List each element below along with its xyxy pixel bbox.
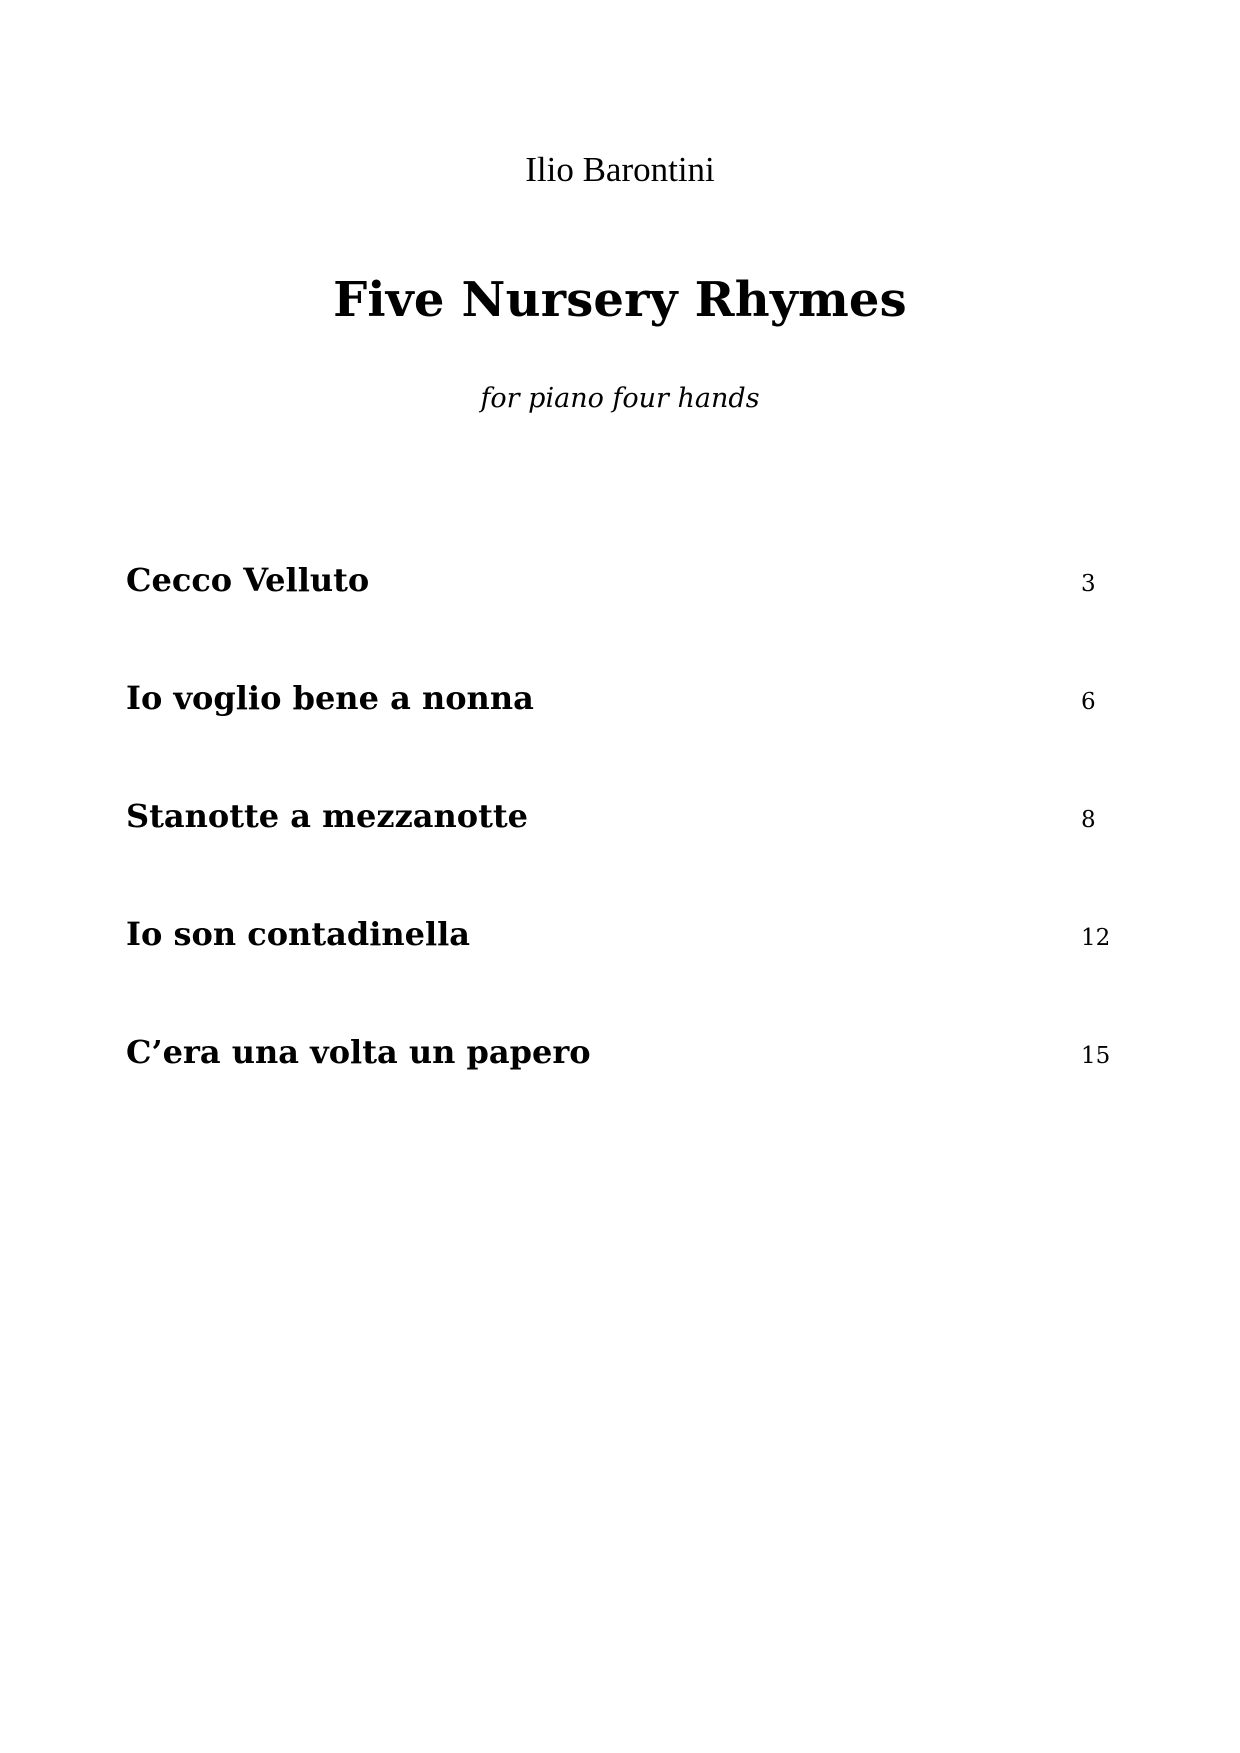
- toc-entry: [126, 560, 1116, 678]
- work-title: Five Nursery Rhymes: [333, 272, 907, 328]
- instrumentation-subtitle: for piano four hands: [480, 383, 760, 414]
- toc-entry: [126, 914, 1116, 1032]
- toc-entry-page-number: 12: [1081, 925, 1111, 951]
- toc-entry: [126, 796, 1116, 914]
- toc-entry-page-number: 15: [1081, 1043, 1111, 1069]
- toc-entry-page-number: 6: [1081, 689, 1096, 715]
- toc-entry-title: Io son contadinella: [126, 915, 471, 953]
- toc-entry-title: Cecco Velluto: [126, 561, 370, 599]
- toc-entry: [126, 678, 1116, 796]
- toc-entry: [126, 1032, 1116, 1150]
- toc-entry-title: C’era una volta un papero: [126, 1033, 591, 1071]
- composer-name: Ilio Barontini: [525, 150, 715, 189]
- toc-entry-page-number: 8: [1081, 807, 1096, 833]
- table-of-contents: [126, 560, 1116, 1150]
- toc-entry-title: Io voglio bene a nonna: [126, 679, 534, 717]
- toc-entry-title: Stanotte a mezzanotte: [126, 797, 528, 835]
- toc-entry-page-number: 3: [1081, 571, 1096, 597]
